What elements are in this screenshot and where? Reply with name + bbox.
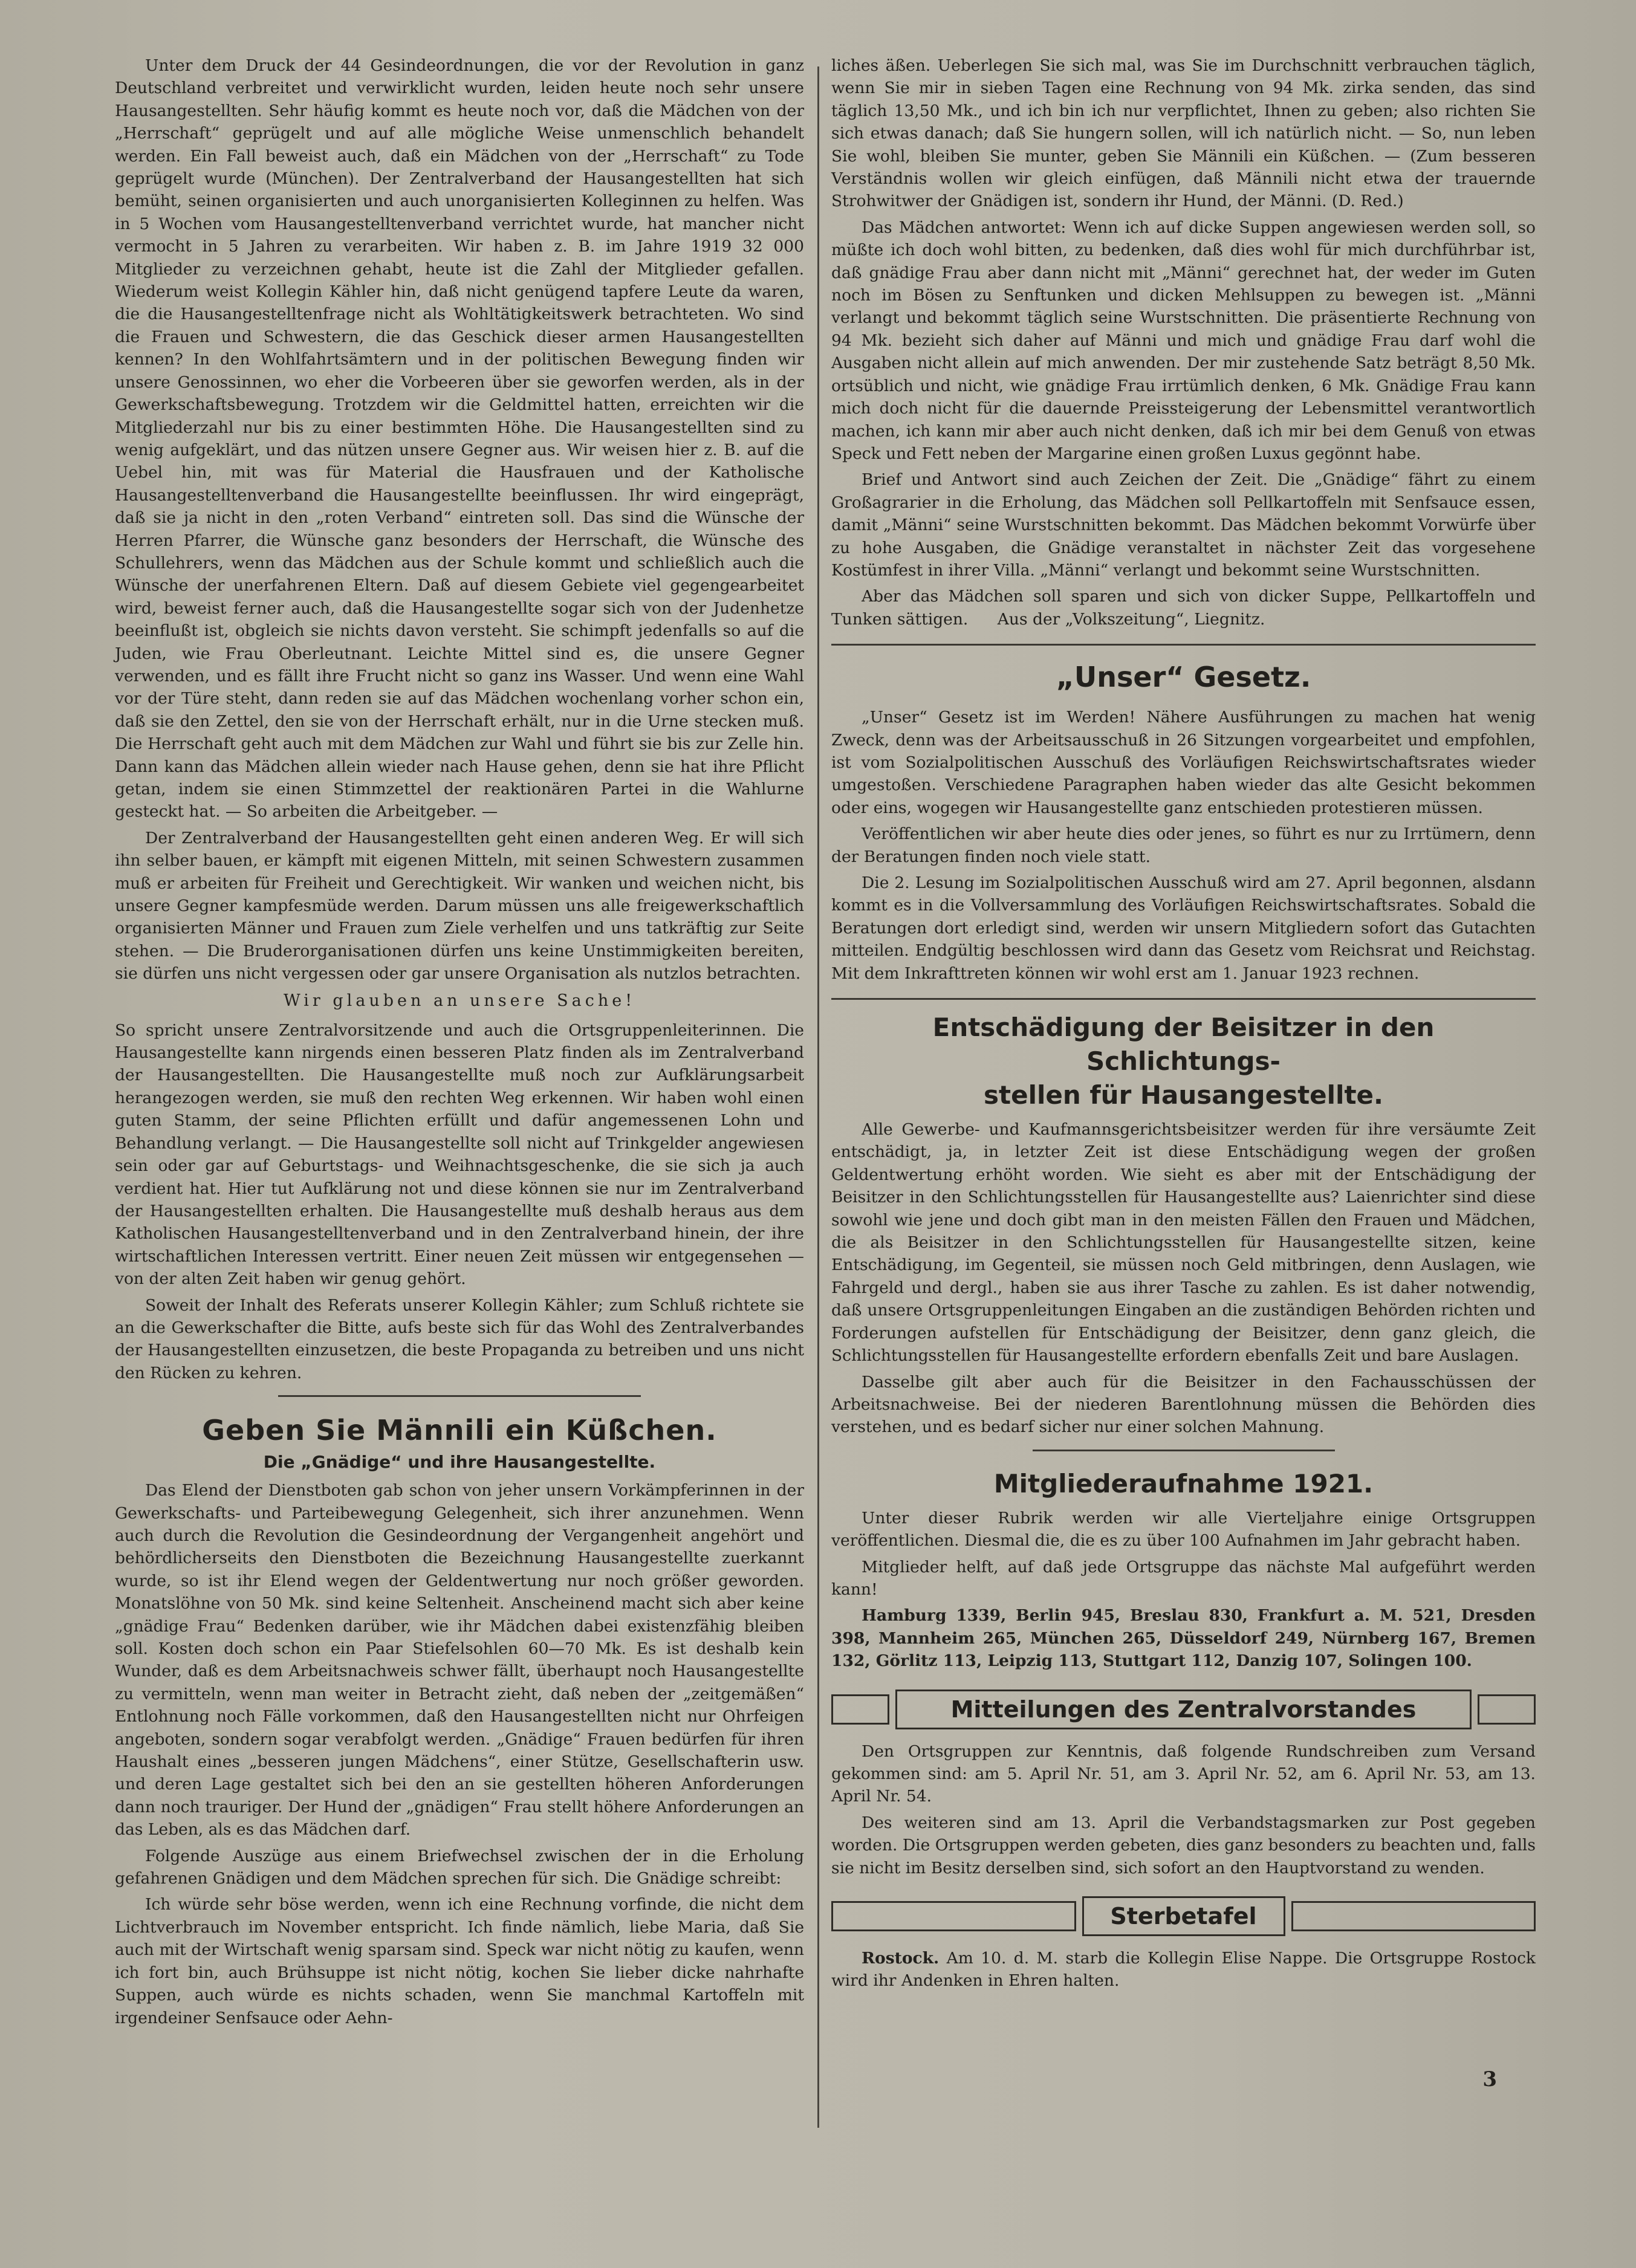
section-divider — [831, 644, 1536, 646]
article-paragraph: Folgende Auszüge aus einem Briefwechsel zwischen der in die Erholung gefahrenen Gnädigen und dem Mädchen sprechen für sich. Die Gnädige schreibt: — [115, 1846, 804, 1888]
boxed-heading — [831, 1896, 1536, 1936]
article-paragraph: liches äßen. Ueberlegen Sie sich mal, was Sie im Durchschnitt verbrauchen täglich, wenn Sie mir in sieben Tagen eine Rechnung von 94 Mk. zirka senden, das sind täglich 13,50 Mk., und ich bin ich nur verpflichtet, Ihnen zu geben; also richten Sie sich etwas danach; daß Sie hungern sollen, will ich natürlich nicht. — So, nun leben Sie wohl, bleiben Sie munter, geben Sie Männili ein Küßchen. — (Zum besseren Verständnis wollen wir gleich einfügen, daß Männili nicht etwa der trauernde Strohwitwer der Gnädigen ist, sondern ihr Hund, der Männi. (D. Red.) — [831, 56, 1536, 211]
article-paragraph: Unter dieser Rubrik werden wir alle Vierteljahre einige Ortsgruppen veröffentlichen. Diesmal die, die es zu über 100 Aufnahmen im Jahr gebracht haben. — [831, 1508, 1536, 1550]
article-paragraph-text: Aber das Mädchen soll sparen und sich von dicker Suppe, Pellkartoffeln und Tunken sättigen. — [831, 587, 1536, 629]
article-paragraph: Brief und Antwort sind auch Zeichen der Zeit. Die „Gnädige“ fährt zu einem Großagrarier in die Erholung, das Mädchen soll Pellkartoffeln mit Senfsauce essen, damit „Männi“ seine Wurstschnitten bekommt. Das Mädchen bekommt Vorwürfe über zu hohe Ausgaben, die Gnädige veranstaltet in nächster Zeit das vorgesehene Kostümfest in ihrer Villa. „Männi“ verlangt und bekommt seine Wurstschnitten. — [831, 470, 1536, 580]
article-paragraph: Den Ortsgruppen zur Kenntnis, daß folgende Rundschreiben zum Versand gekommen sind: am 5. April Nr. 51, am 3. April Nr. 52, am 6. April Nr. 53, am 13. April Nr. 54. — [831, 1742, 1536, 1806]
section-title: Mitteilungen des Zentralvorstandes — [895, 1690, 1472, 1729]
article-paragraph: „Unser“ Gesetz ist im Werden! Nähere Ausführungen zu machen hat wenig Zweck, denn was der Arbeitsausschuß in 26 Sitzungen vorgearbeitet und empfohlen, ist vom Sozialpolitischen Ausschuß des Vorläufigen Reichswirtschaftsrates wieder umgestoßen. Verschiedene Paragraphen haben wieder das alte Gesicht bekommen oder eins, wogegen wir Hausangestellte ganz entschieden protestieren müssen. — [831, 708, 1536, 817]
article-title — [831, 1011, 1536, 1112]
left-column — [115, 54, 804, 2033]
article-paragraph: Unter dem Druck der 44 Gesindeordnungen, die vor der Revolution in ganz Deutschland verbreitet und verwirklicht wurden, leiden heute noch sehr unsere Hausangestellten. Sehr häufig kommt es heute noch vor, daß die Mädchen von der „Herrschaft“ geprügelt und auf alle mögliche Weise unmenschlich behandelt werden. Ein Fall beweist auch, daß ein Mädchen von der „Herrschaft“ zu Tode geprügelt wurde (München). Der Zentralverband der Hausangestellten hat sich bemüht, seinen organisierten und auch unorganisierten Kolleginnen zu helfen. Was in 5 Wochen vom Hausangestelltenverband verrichtet wurde, hat mancher nicht vermocht in 5 Jahren zu verarbeiten. Wir haben z. B. im Jahre 1919 32 000 Mitglieder zu verzeichnen gehabt, heute ist die Zahl der Mitglieder gefallen. Wiederum weist Kollegin Kähler hin, daß nicht genügend tapfere Leute da waren, die die Hausangestelltenfrage nicht als Wohltätigkeitswerk betrachteten. Wo sind die Frauen und Schwestern, die das Geschick dieser armen Hausangestellten kennen? In den Wohlfahrtsämtern und in der politischen Bewegung finden wir unsere Genossinnen, wo eher die Vorbeeren über sie geworfen werden, als in der Gewerkschaftsbewegung. Trotzdem wir die Geldmittel hatten, erreichten wir die Mitgliederzahl nur bis zu einer bestimmten Höhe. Die Hausangestellten sind zu wenig aufgeklärt, und das nützen unsere Gegner aus. Wir weisen hier z. B. auf die Uebel hin, mit was für Material die Hausfrauen und der Katholische Hausangestelltenverband die Hausangestellte beeinflussen. Ihr wird eingeprägt, daß sie ja nicht in den „roten Verband“ eintreten soll. Das sind die Wünsche der Herren Pfarrer, die Wünsche ganz besonders der Herrschaft, die Wünsche des Schullehrers, wenn das Mädchen aus der Schule kommt und schließlich auch die Wünsche der unerfahrenen Eltern. Daß auf diesem Gebiete viel gegengearbeitet wird, beweist ferner auch, daß die Hausangestellte sogar sich von der Judenhetze beeinflußt ist, obgleich sie nichts davon versteht. Sie schimpft jedenfalls so auf die Juden, wie Frau Oberleutnant. Leichte Mittel sind es, die unsere Gegner verwenden, und es fällt ihre Frucht nicht so ganz ins Wasser. Und wenn eine Wahl vor der Türe steht, dann reden sie auf das Mädchen wochenlang vorher schon ein, daß sie den Zettel, den sie von der Herrschaft erhält, nur in die Urne stecken muß. Die Herrschaft geht auch mit dem Mädchen zur Wahl und führt sie bis zur Zelle hin. Dann kann das Mädchen allein wieder nach Hause gehen, denn sie hat ihre Pflicht getan, indem sie einen Stimmzettel der reaktionären Partei in die Wahlurne gesteckt hat. — So arbeiten die Arbeitgeber. — — [115, 56, 804, 821]
obituary-text: Am 10. d. M. starb die Kollegin Elise Nappe. Die Ortsgruppe Rostock wird ihr Andenken in Ehren halten. — [831, 1949, 1536, 1991]
article-paragraph: Die 2. Lesung im Sozialpolitischen Ausschuß wird am 27. April begonnen, alsdann kommt es in die Vollversammlung des Vorläufigen Reichswirtschaftsrates. Sobald die Beratungen dort erledigt sind, werden wir unsern Mitgliedern sofort das Gutachten mitteilen. Endgültig beschlossen wird dann das Gesetz vom Reichsrat und Reichstag. Mit dem Inkrafttreten können wir wohl erst am 1. Januar 1923 rechnen. — [831, 873, 1536, 983]
heading-box-ornament — [1291, 1901, 1536, 1931]
section-divider — [278, 1395, 641, 1397]
member-statistics: Hamburg 1339, Berlin 945, Breslau 830, Frankfurt a. M. 521, Dresden 398, Mannheim 265, München 265, Düsseldorf 249, Nürnberg 167, Bremen 132, Görlitz 113, Leipzig 113, Stuttgart 112, Danzig 107, Solingen 100. — [831, 1606, 1536, 1671]
article-paragraph: Dasselbe gilt aber auch für die Beisitzer in den Fachausschüssen der Arbeitsnachweise. Bei der niederen Barentlohnung müssen die Behörden dies verstehen, und es bedarf sicher nur einer solchen Mahnung. — [831, 1372, 1536, 1437]
section-divider — [831, 998, 1536, 1000]
article-paragraph: Ich würde sehr böse werden, wenn ich eine Rechnung vorfinde, die nicht dem Lichtverbrauch im November entspricht. Ich finde nämlich, liebe Maria, daß Sie auch mit der Wirtschaft wenig sparsam sind. Speck war nicht nötig zu kaufen, wenn ich fort bin, auch Brühsuppe ist nicht nötig, kochen Sie lieber dicke nahrhafte Suppen, auch würde es nichts schaden, wenn Sie manchmal Kartoffeln mit irgendeiner Senfsauce oder Aehn- — [115, 1895, 804, 2027]
section-divider — [1033, 1450, 1335, 1451]
heading-box-ornament — [831, 1901, 1076, 1931]
article-paragraph: Veröffentlichen wir aber heute dies oder jenes, so führt es nur zu Irrtümern, denn der Beratungen finden noch viele statt. — [831, 825, 1536, 866]
article-paragraph: Alle Gewerbe- und Kaufmannsgerichtsbeisitzer werden für ihre versäumte Zeit entschädigt, ja, in letzter Zeit ist diese Entschädigung wegen der großen Geldentwertung erhöht worden. Wie sieht es aber mit der Entschädigung der Beisitzer in den Schlichtungsstellen für Hausangestellte aus? Laienrichter sind diese sowohl wie jene und doch gibt man in den meisten Fällen den Frauen und Mädchen, die als Beisitzer in den Schlichtungsstellen für Hausangestellte sitzen, keine Entschädigung, im Gegenteil, sie müssen noch Geld mitbringen, denn Auslagen, wie Fahrgeld und dergl., haben sie aus ihrer Tasche zu zahlen. Es ist daher notwendig, daß unsere Ortsgruppenleitungen Eingaben an die zuständigen Behörden richten und Forderungen aufstellen für Entschädigung der Beisitzer, denn ganz gleich, die Schlichtungsstellen für Hausangestellte erfordern ebenfalls Zeit und bare Auslagen. — [831, 1120, 1536, 1366]
article-paragraph: Des weiteren sind am 13. April die Verbandstagsmarken zur Post gegeben worden. Die Ortsgruppen werden gebeten, dies ganz besonders zu beachten und, falls sie nicht im Besitz derselben sind, sich sofort an den Hauptvorstand zu wenden. — [831, 1813, 1536, 1878]
obituary-place: Rostock. — [862, 1949, 940, 1968]
article-paragraph: So spricht unsere Zentralvorsitzende und auch die Ortsgruppenleiterinnen. Die Hausangestellte kann nirgends einen besseren Platz finden als im Zentralverband der Hausangestellten. Die Hausangestellte muß noch zur Aufklärungsarbeit herangezogen werden, sie muß den rechten Weg erkennen. Wir haben wohl einen guten Stamm, der seine Pflichten erfüllt und dafür angemessenen Lohn und Behandlung verlangt. — Die Hausangestellte soll nicht auf Trinkgelder angewiesen sein oder gar auf Geburtstags- und Weihnachtsgeschenke, die sie sich ja auch verdient hat. Hier tut Aufklärung not und diese können sie nur im Zentralverband der Hausangestellten erhalten. Die Hausangestellte muß deshalb heraus aus dem Katholischen Hausangestelltenverband und in den Zentralverband hinein, der ihre wirtschaftlichen Interessen vertritt. Einer neuen Zeit müssen wir entgegensehen — von der alten Zeit haben wir genug gehört. — [115, 1020, 804, 1289]
column-divider — [817, 66, 819, 2128]
obituary — [831, 1947, 1536, 1992]
motto: Wir glauben an unsere Sache! — [283, 991, 636, 1010]
article-paragraph: Der Zentralverband der Hausangestellten geht einen anderen Weg. Er will sich ihn selber bauen, er kämpft mit eigenen Mitteln, mit seinen Schwestern zusammen muß er arbeiten für Freiheit und Gerechtigkeit. Wir wanken und weichen nicht, bis unsere Gegner kampfesmüde werden. Darum müssen uns alle freigewerkschaftlich organisierten Männer und Frauen zum Ziele verhelfen und uns tatkräftig zur Seite stehen. — Die Bruderorganisationen dürfen uns keine Unstimmigkeiten bereiten, sie dürfen uns nicht vergessen oder gar unsere Organisation als nutzlos betrachten. — [115, 828, 804, 983]
article-paragraph: Mitglieder helft, auf daß jede Ortsgruppe das nächste Mal aufgeführt werden kann! — [831, 1557, 1536, 1599]
article-paragraph: Das Elend der Dienstboten gab schon von jeher unsern Vorkämpferinnen in der Gewerkschafts- und Parteibewegung Gelegenheit, sich ihrer anzunehmen. Wenn auch durch die Revolution die Gesindeordnung der Vergangenheit angehört und behördlicherseits den Dienstboten die Bezeichnung Hausangestellte zuerkannt wurde, so ist ihr Elend wegen der Geldentwertung nur noch größer geworden. Monatslöhne von 50 Mk. sind keine Seltenheit. Anscheinend macht sich aber keine „gnädige Frau“ Bedenken darüber, wie ihr Mädchen dabei existenzfähig bleiben soll. Kosten doch schon ein Paar Stiefelsohlen 60—70 Mk. Es ist deshalb kein Wunder, daß es dem Arbeitsnachweis schwer fällt, überhaupt noch Hausangestellte zu vermitteln, wenn man weiter in Betracht zieht, daß neben der „zeitgemäßen“ Entlohnung noch Fälle vorkommen, daß den Hausangestellten nicht nur Ohrfeigen angeboten, sondern sogar verabfolgt werden. „Gnädige“ Frauen bedürfen für ihren Haushalt eines „besseren jungen Mädchens“, einer Stütze, Gesellschafterin usw. und deren Lage gestaltet sich bei den an sie gestellten höheren Anforderungen dann noch trauriger. Der Hund der „gnädigen“ Frau stellt höhere Anforderungen an das Leben, als es das Mädchen darf. — [115, 1481, 804, 1839]
article-title: Geben Sie Männili ein Küßchen. — [202, 1414, 717, 1447]
article-title-line: Entschädigung der Beisitzer in den Schlichtungs- — [932, 1012, 1435, 1077]
heading-box-ornament — [831, 1694, 889, 1725]
article-title-line: stellen für Hausangestellte. — [984, 1080, 1383, 1110]
heading-box-ornament — [1478, 1694, 1536, 1725]
article-title: Mitgliederaufnahme 1921. — [993, 1468, 1374, 1498]
page-number: 3 — [1482, 2067, 1497, 2091]
right-column — [831, 54, 1536, 1996]
article-paragraph: Soweit der Inhalt des Referats unserer Kollegin Kähler; zum Schluß richtete sie an die Gewerkschafter die Bitte, aufs beste sich für das Wohl des Zentralverbandes der Hausangestellten einzusetzen, die beste Propaganda zu betreiben und uns nicht den Rücken zu kehren. — [115, 1295, 804, 1382]
section-title: Sterbetafel — [1082, 1896, 1285, 1936]
article-title: „Unser“ Gesetz. — [1056, 661, 1311, 694]
article-paragraph — [831, 585, 1536, 630]
article-paragraph: Das Mädchen antwortet: Wenn ich auf dicke Suppen angewiesen werden soll, so müßte ich doch wohl bitten, zu bedenken, daß dies wohl für mich durchführbar ist, daß gnädige Frau aber dann nicht mit „Männi“ gerechnet hat, der weder im Guten noch im Bösen zu Senftunken und dicken Mehlsuppen zu bewegen ist. „Männi verlangt und bekommt täglich seine Wurstschnitten. Die präsentierte Rechnung von 94 Mk. bezieht sich daher auf Männi und mich und gnädige Frau darf wohl die Ausgaben nicht allein auf mich anwenden. Der mir zustehende Satz beträgt 8,50 Mk. ortsüblich und nicht, wie gnädige Frau irrtümlich denken, 6 Mk. Gnädige Frau kann mich doch nicht für die dauernde Preissteigerung der Lebensmittel verantwortlich machen, ich kann mir aber auch nicht denken, daß ich mir bei dem Genuß von etwas Speck und Fett neben der Margarine einen großen Luxus gegönnt habe. — [831, 218, 1536, 463]
article-subtitle: Die „Gnädige“ und ihre Hausangestellte. — [263, 1452, 656, 1473]
source-credit: Aus der „Volkszeitung“, Liegnitz. — [997, 609, 1265, 629]
boxed-heading — [831, 1690, 1536, 1729]
